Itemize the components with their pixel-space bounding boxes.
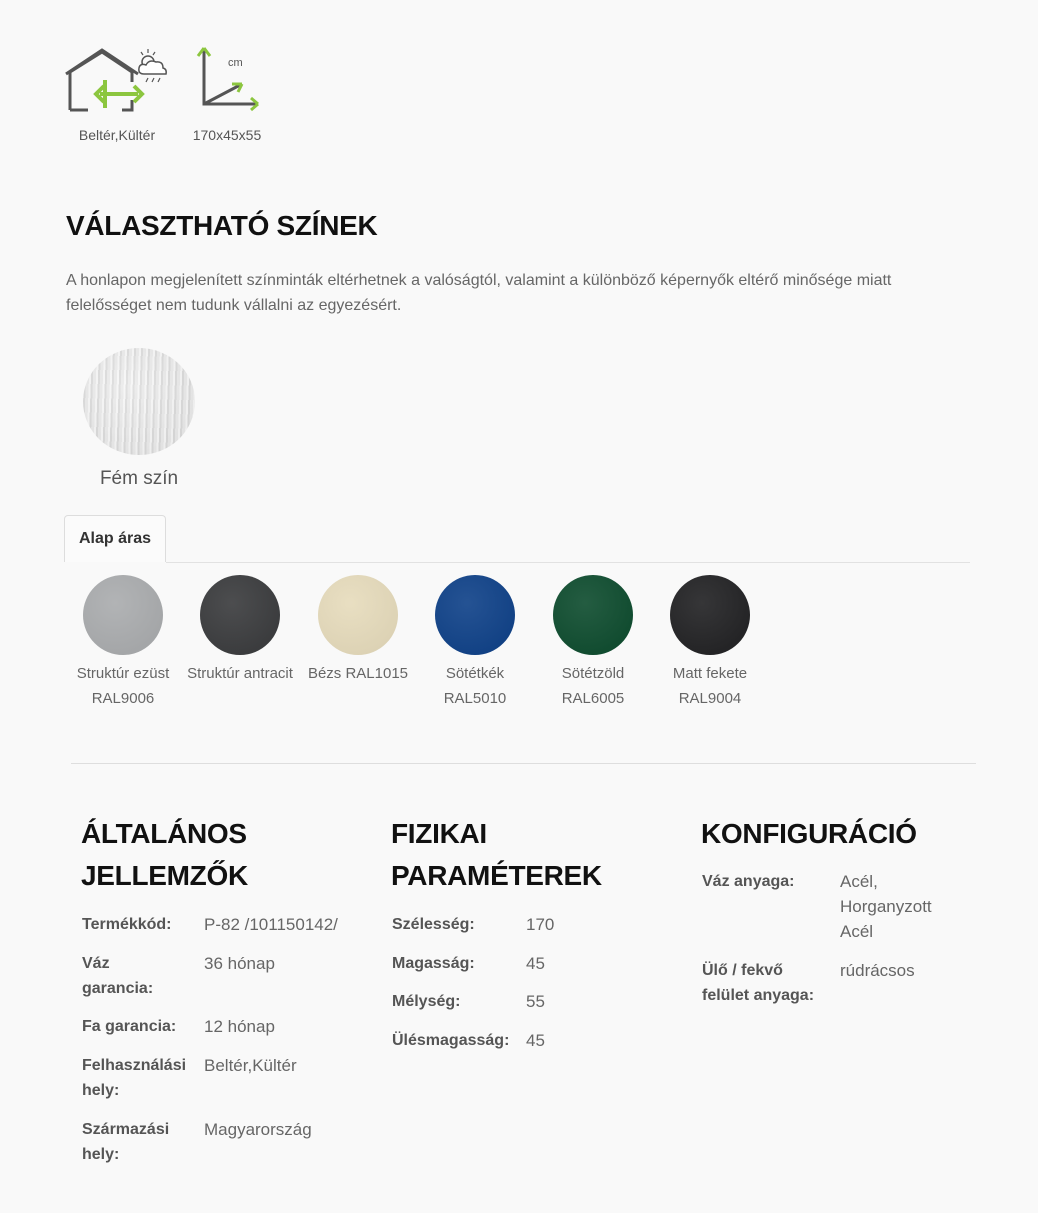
dimensions-unit: cm [228, 57, 243, 69]
spec-key: Mélység: [392, 993, 461, 1010]
tab-underline [166, 562, 970, 563]
spec-key: Termékkód: [82, 916, 172, 933]
swatch-label: Matt fekete RAL9004 [672, 665, 748, 707]
spec-value: 170 [526, 915, 555, 934]
feature-dimensions-label: 170x45x55 [192, 127, 262, 143]
spec-key: Ülő / fekvő felület anyaga: [702, 962, 815, 1004]
swatch-label: Bézs RAL1015 [307, 665, 409, 682]
feature-dimensions [188, 42, 266, 143]
spec-value: rúdrácsos [840, 961, 915, 980]
feature-usage [64, 42, 170, 143]
colors-disclaimer: A honlapon megjelenített színminták eltérhetnek a valóságtól, valamint a különböző képernyők eltérő minősége miatt felelősséget nem tudunk vállalni az egyezésért. [66, 272, 892, 314]
swatch-struktur-ezust[interactable] [83, 575, 163, 655]
swatch-label: Sötétkék RAL5010 [443, 665, 507, 707]
metal-color-label: Fém szín [99, 468, 179, 489]
spec-value: 45 [526, 954, 545, 973]
swatch-sotetkek[interactable] [435, 575, 515, 655]
swatch-label: Struktúr antracit [187, 665, 293, 682]
spec-key: Váz anyaga: [702, 873, 795, 890]
swatch-sotetzold[interactable] [553, 575, 633, 655]
spec-value: 55 [526, 992, 545, 1011]
tab-alap-aras[interactable]: Alap áras [64, 515, 166, 562]
spec-value: 36 hónap [204, 954, 275, 973]
spec-key: Származási hely: [82, 1121, 170, 1163]
physical-specs-title: FIZIKAI PARAMÉTEREK [391, 818, 602, 891]
swatch-struktur-antracit[interactable] [200, 575, 280, 655]
section-divider [71, 763, 976, 764]
spec-value: Beltér,Kültér [204, 1056, 297, 1075]
spec-value: Magyarország [204, 1120, 312, 1139]
spec-value: P-82 /101150142/ [204, 915, 338, 934]
swatch-matt-fekete[interactable] [670, 575, 750, 655]
config-title: KONFIGURÁCIÓ [701, 818, 917, 849]
spec-key: Magasság: [392, 955, 475, 972]
general-specs-title: ÁLTALÁNOS JELLEMZŐK [81, 818, 248, 891]
spec-value: Acél, Horganyzott Acél [840, 872, 932, 941]
spec-key: Szélesség: [392, 916, 475, 933]
colors-section-title: VÁLASZTHATÓ SZÍNEK [66, 210, 378, 241]
feature-usage-label: Beltér,Kültér [78, 127, 156, 143]
metal-color-swatch[interactable] [83, 348, 195, 455]
spec-value: 45 [526, 1031, 545, 1050]
indoor-outdoor-house-icon [64, 42, 170, 116]
spec-value: 12 hónap [204, 1017, 275, 1036]
spec-key: Felhasználási hely: [82, 1057, 187, 1099]
dimensions-icon [188, 42, 266, 116]
swatch-label: Sötétzöld RAL6005 [561, 665, 625, 707]
spec-key: Váz garancia: [82, 955, 154, 997]
swatch-label: Struktúr ezüst RAL9006 [76, 665, 170, 707]
spec-key: Ülésmagasság: [392, 1032, 510, 1049]
swatch-bezs[interactable] [318, 575, 398, 655]
spec-key: Fa garancia: [82, 1018, 177, 1035]
